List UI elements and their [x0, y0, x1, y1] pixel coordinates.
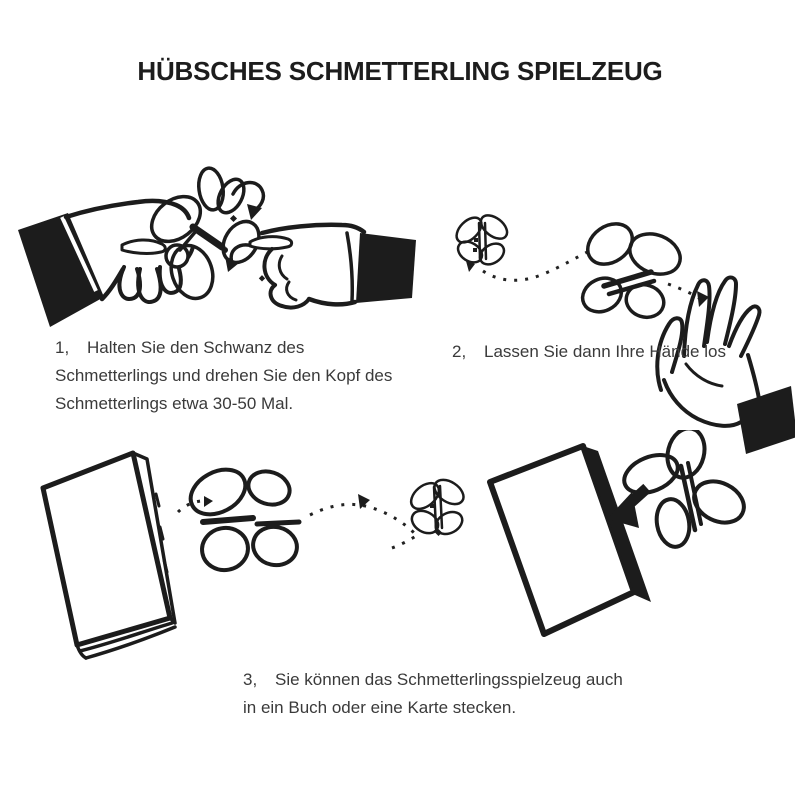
step3-illustration-book-and-card	[20, 430, 780, 670]
small-butterfly	[452, 211, 511, 272]
step1-illustration-winding-hands	[10, 155, 430, 330]
page-title: HÜBSCHES SCHMETTERLING SPIELZEUG	[137, 56, 663, 86]
step-1-number: 1,	[55, 338, 70, 357]
index-finger	[122, 240, 165, 254]
step2-illustration-release-hand	[425, 183, 795, 455]
step-3-line-1: 3, Sie können das Schmetterlingsspielzeug auch	[243, 666, 643, 694]
flight-path-dots	[310, 504, 418, 537]
step-3-number: 3,	[243, 670, 258, 689]
step-1-text	[55, 334, 440, 418]
left-sleeve-cuff	[18, 213, 104, 327]
step-1-line-3: Schmetterlings etwa 30-50 Mal.	[55, 394, 294, 413]
step-3-text	[243, 666, 643, 722]
right-hand	[250, 225, 416, 308]
folded-book	[43, 453, 175, 658]
large-butterfly	[183, 461, 300, 574]
step-2-line-1: 2, Lassen Sie dann Ihre Hände los	[452, 338, 782, 366]
step-1-line-2: Schmetterlings und drehen Sie den Kopf des	[55, 366, 393, 385]
step-2-number: 2,	[452, 342, 467, 361]
flight-path-dots	[483, 248, 595, 280]
step-2-text	[452, 338, 782, 366]
right-sleeve-cuff	[356, 233, 416, 303]
step-1-line-1: 1, Halten Sie den Schwanz des	[55, 334, 440, 362]
large-butterfly	[577, 215, 686, 322]
small-butterfly	[392, 475, 468, 548]
step-3-line-2: in ein Buch oder eine Karte stecken.	[243, 698, 517, 717]
path-arrowhead-icon	[204, 496, 213, 507]
left-hand	[18, 201, 193, 327]
pinching-finger	[250, 237, 292, 249]
